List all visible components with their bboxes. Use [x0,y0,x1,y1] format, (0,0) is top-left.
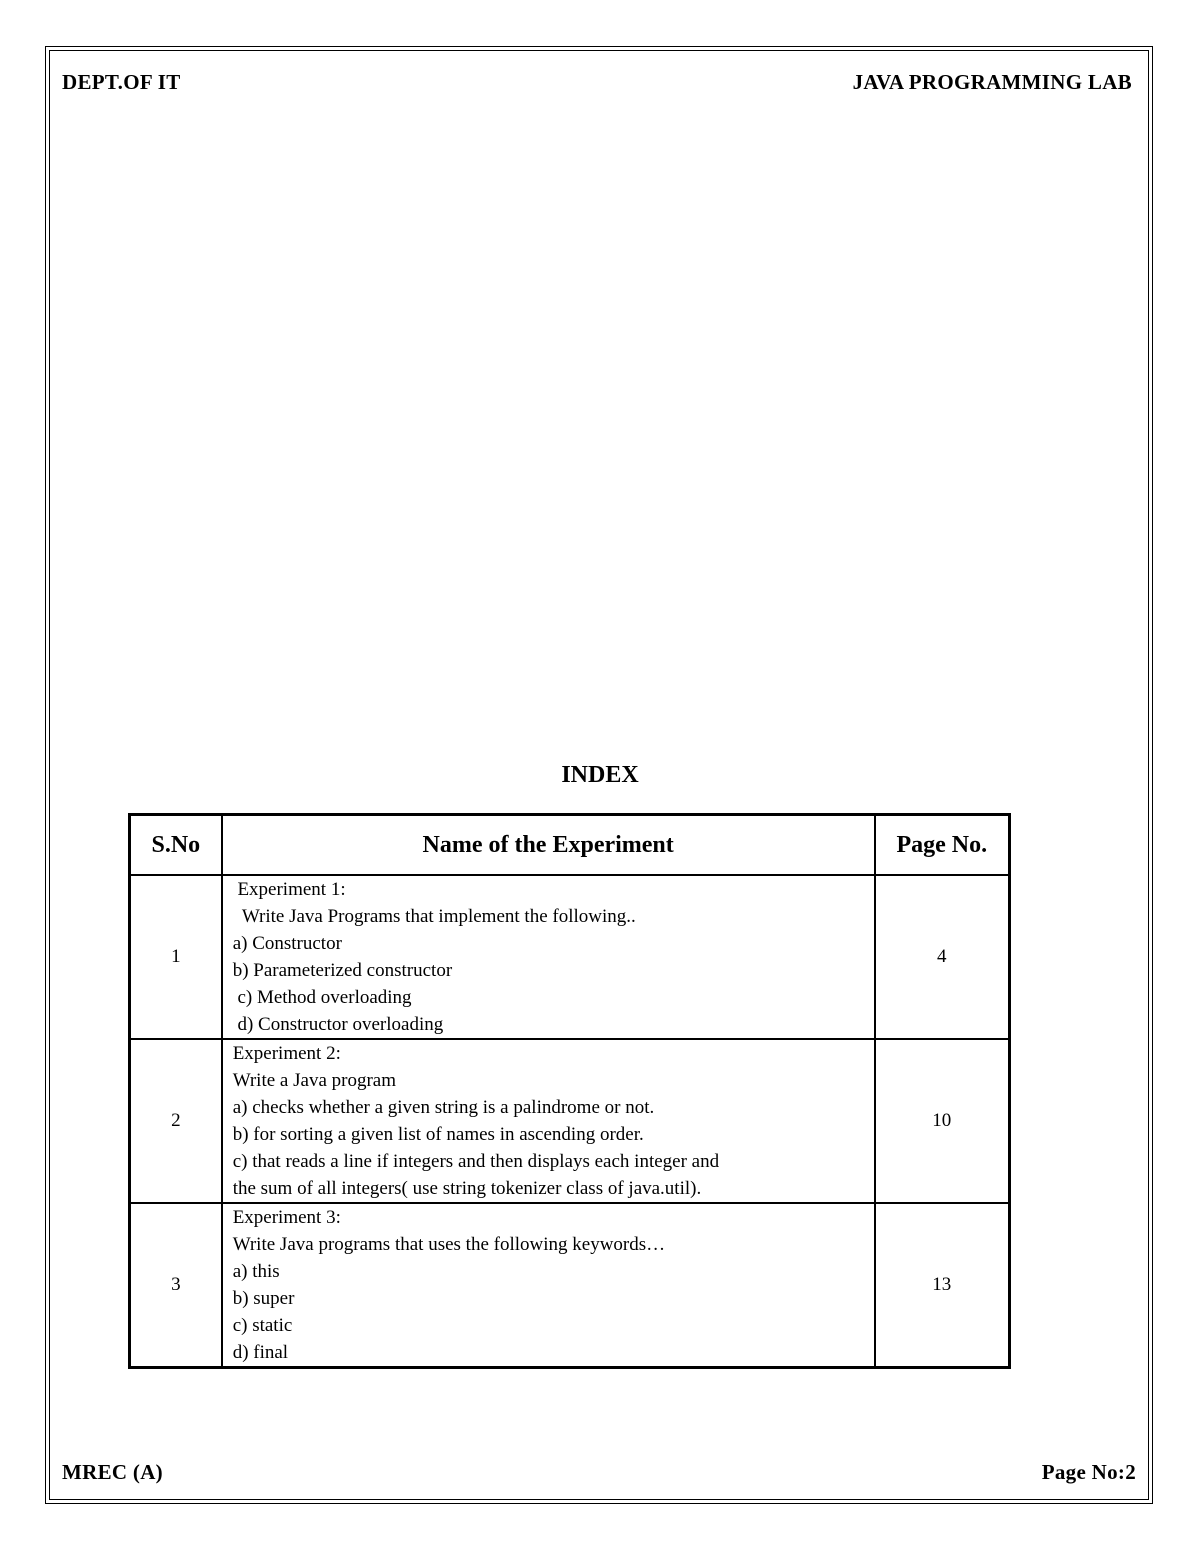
experiment-line: Experiment 3: [232,1207,341,1228]
experiment-line: Experiment 2: [232,1043,341,1064]
experiment-line: c) static [232,1315,293,1336]
footer-institution: MREC (A) [62,1460,163,1484]
header-department: DEPT.OF IT [62,70,181,94]
row-sno: 3 [130,1203,222,1368]
experiment-line: c) that reads a line if integers and then displays each integer and [232,1151,720,1172]
row-experiment-name [222,1203,875,1368]
row-sno: 1 [130,875,222,1039]
experiment-line: a) checks whether a given string is a palindrome or not. [232,1097,655,1118]
table-header-row [130,815,1010,876]
row-experiment-name [222,875,875,1039]
footer-page-number: Page No:2 [1041,1460,1136,1484]
row-sno: 2 [130,1039,222,1203]
experiment-line: b) for sorting a given list of names in ascending order. [232,1124,644,1145]
column-header-experiment-name: Name of the Experiment [222,815,875,876]
row-page-no: 4 [875,875,1010,1039]
experiment-line: a) this [232,1261,280,1282]
column-header-sno: S.No [130,815,222,876]
column-header-page-no: Page No. [875,815,1010,876]
row-page-no: 13 [875,1203,1010,1368]
index-title: INDEX [561,762,639,788]
experiment-line: b) Parameterized constructor [232,960,453,981]
experiment-line: Write Java Programs that implement the following.. [232,906,636,927]
table-row [130,1203,1010,1368]
row-experiment-name [222,1039,875,1203]
table-row [130,875,1010,1039]
index-table [128,813,1011,1369]
header-course-title: JAVA PROGRAMMING LAB [852,70,1132,94]
experiment-line: Write Java programs that uses the following keywords… [232,1234,666,1255]
experiment-line: a) Constructor [232,933,342,954]
experiment-line: d) Constructor overloading [232,1014,444,1035]
experiment-line: c) Method overloading [232,987,412,1008]
experiment-line: Write a Java program [232,1070,396,1091]
table-row [130,1039,1010,1203]
experiment-line: the sum of all integers( use string tokenizer class of java.util). [232,1178,702,1199]
experiment-line: b) super [232,1288,295,1309]
experiment-line: d) final [232,1342,289,1363]
row-page-no: 10 [875,1039,1010,1203]
experiment-line: Experiment 1: [232,879,346,900]
